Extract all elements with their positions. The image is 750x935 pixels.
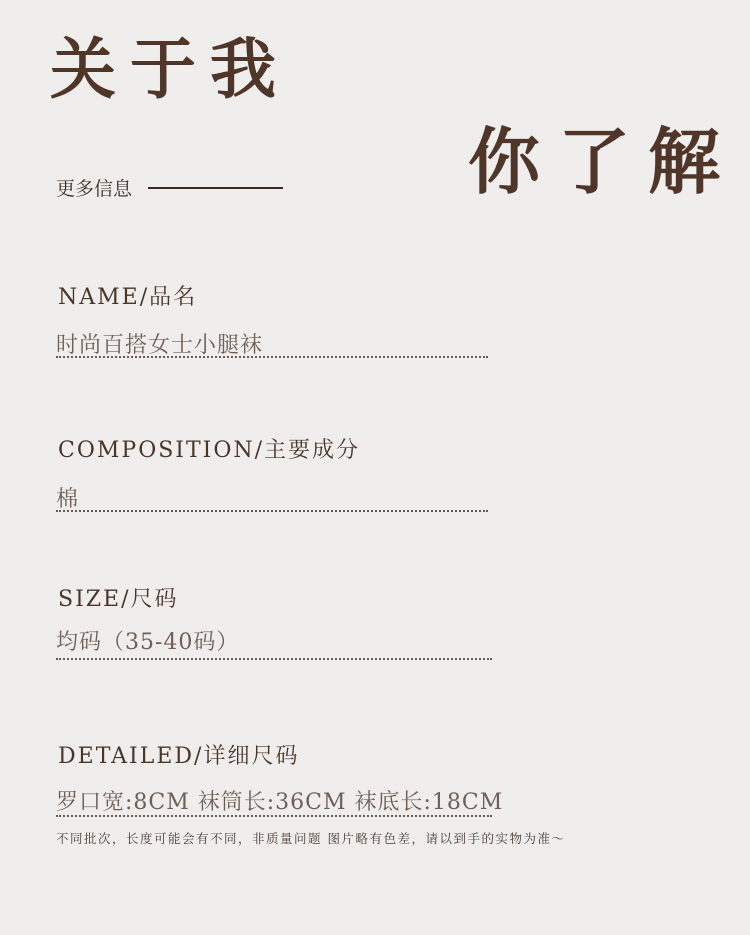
size-divider	[56, 658, 492, 660]
composition-value: 棉	[56, 487, 80, 512]
detailed-value: 罗口宽:8CM 袜筒长:36CM 袜底长:18CM	[56, 790, 504, 815]
size-value: 均码（35-40码）	[56, 630, 240, 655]
page-title: 关于我	[50, 30, 290, 108]
more-info-divider	[148, 187, 283, 189]
composition-divider	[56, 510, 488, 512]
size-label: SIZE/尺码	[58, 587, 179, 612]
detailed-label: DETAILED/详细尺码	[58, 744, 300, 769]
name-label: NAME/品名	[58, 285, 198, 310]
composition-label: COMPOSITION/主要成分	[58, 438, 361, 463]
disclaimer-note: 不同批次，长度可能会有不同，非质量问题 图片略有色差，请以到手的实物为准～	[56, 831, 566, 846]
page-subtitle: 你了解	[468, 119, 739, 204]
more-info-label: 更多信息	[56, 178, 133, 200]
name-value: 时尚百搭女士小腿袜	[56, 333, 264, 358]
name-divider	[56, 356, 488, 358]
detailed-divider	[56, 815, 492, 817]
